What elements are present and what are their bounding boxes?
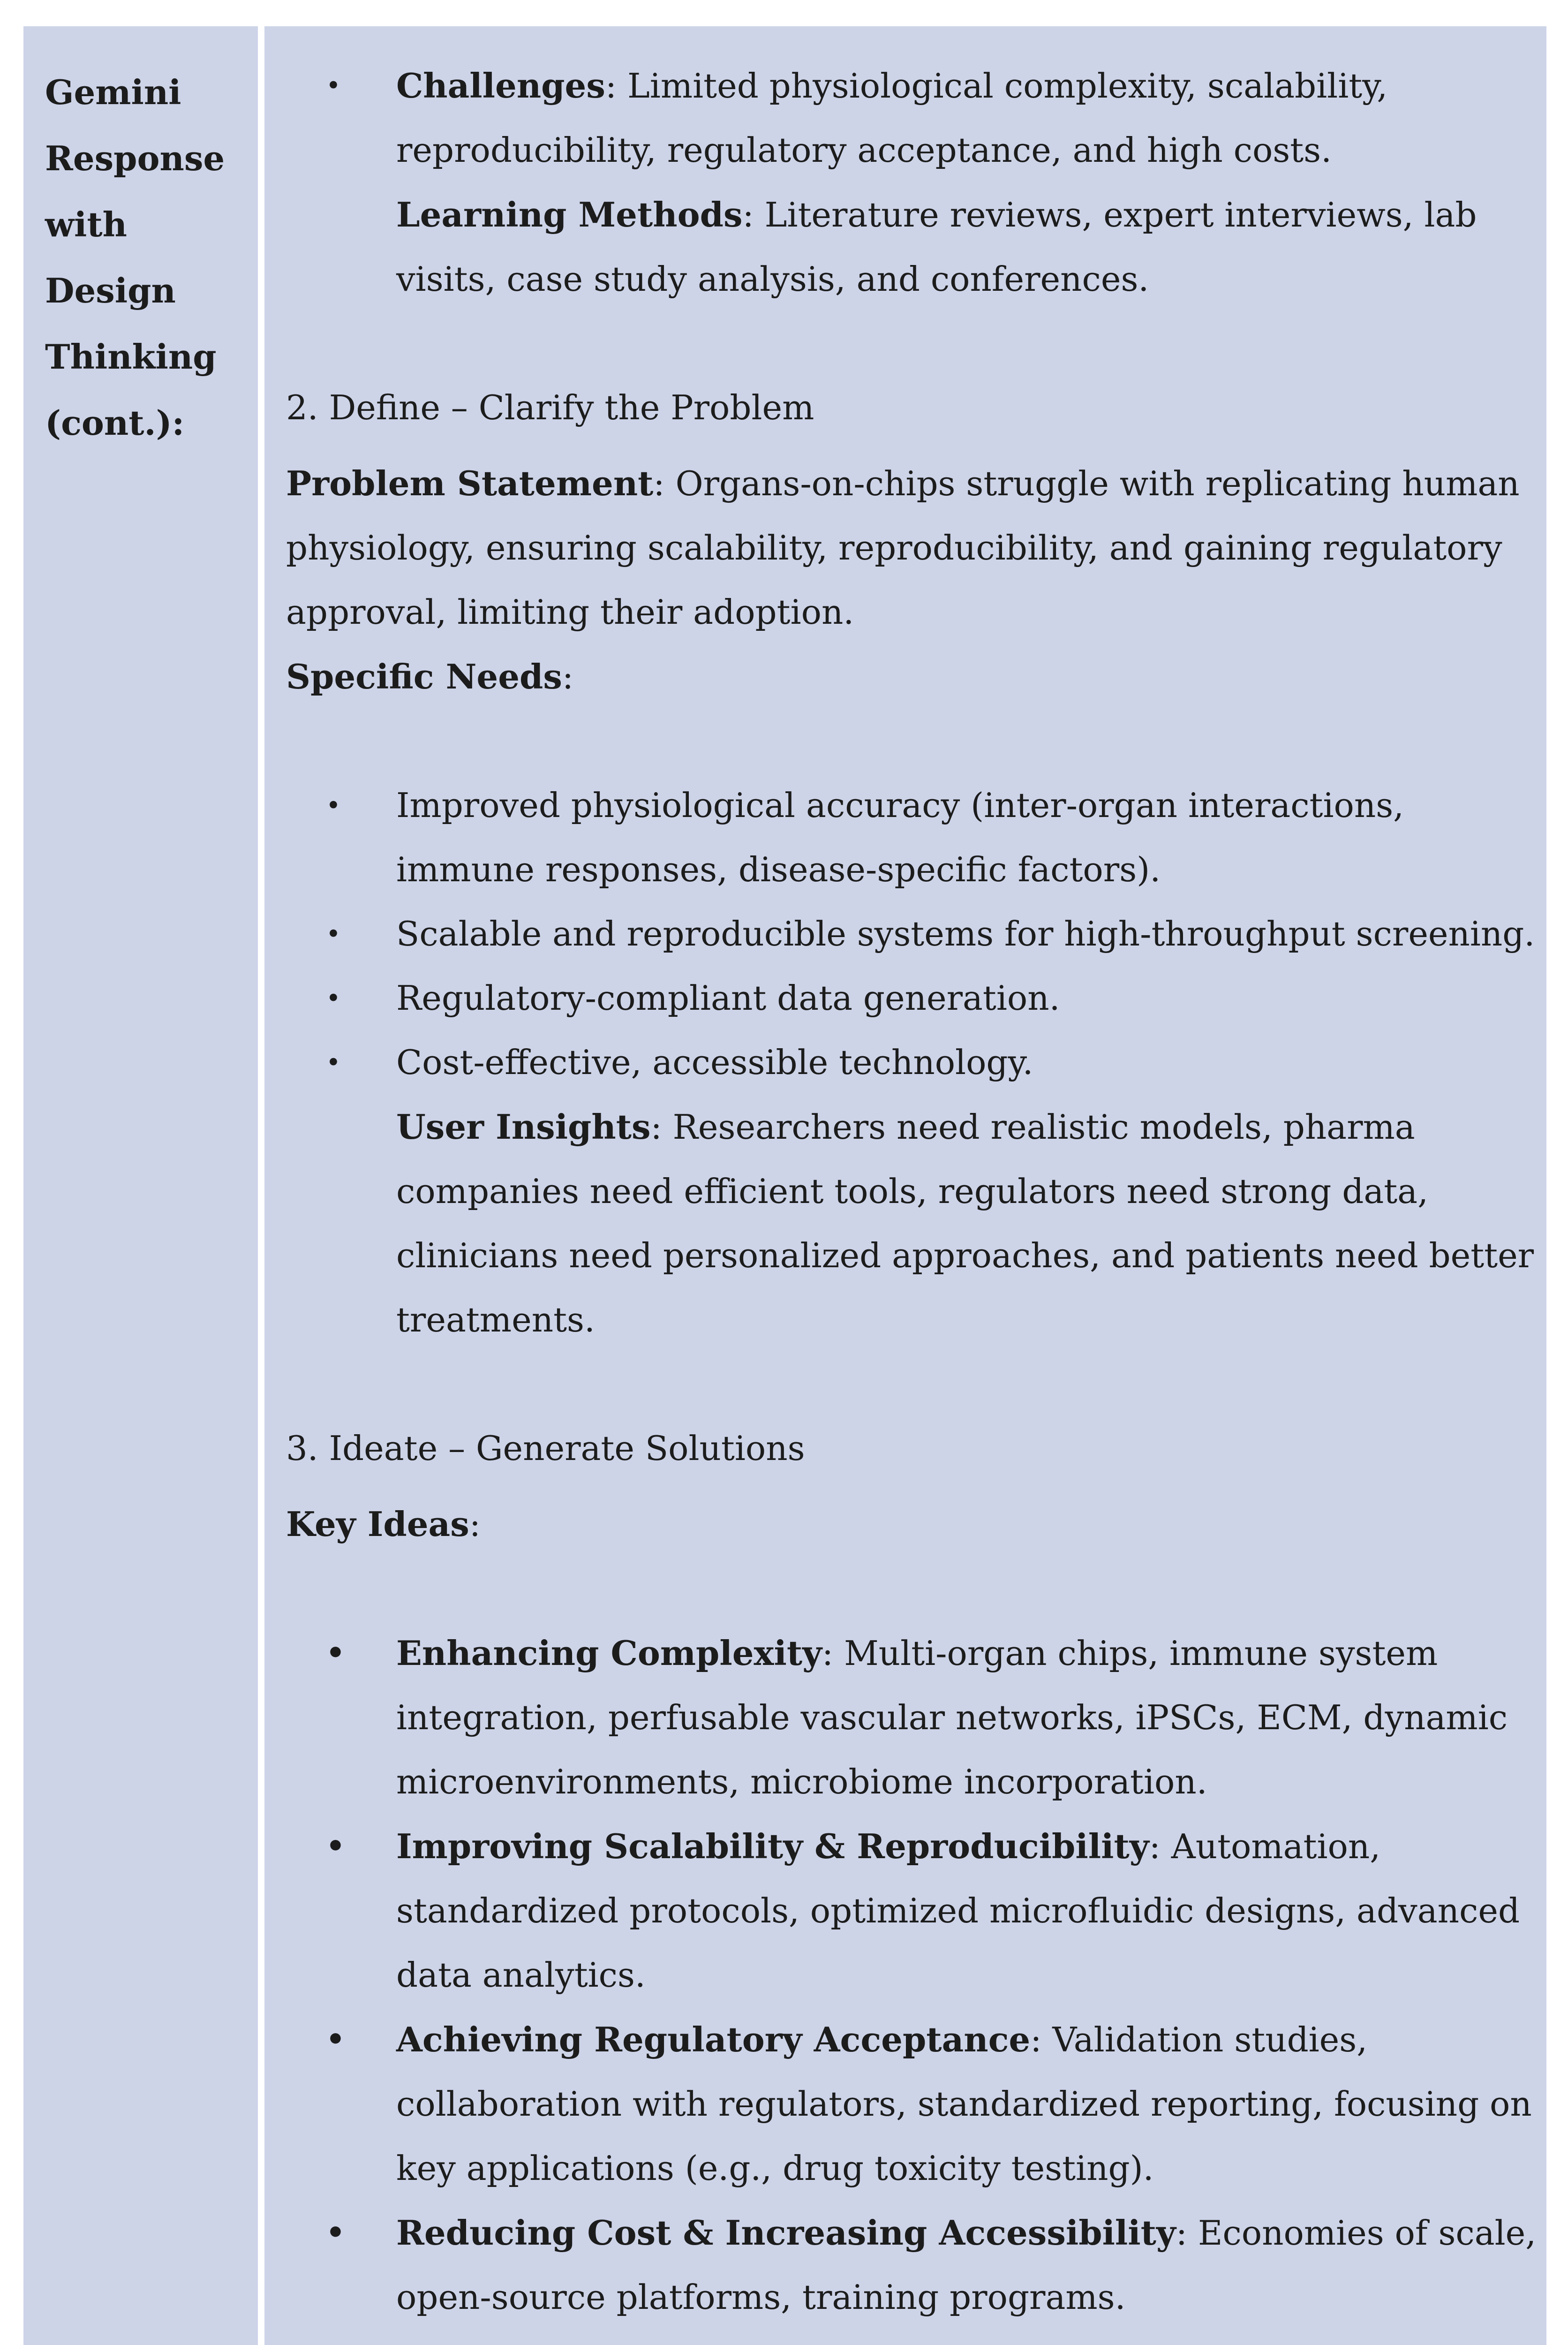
- idea-label: Achieving Regulatory Acceptance: [396, 2020, 1031, 2059]
- idea-label: Reducing Cost & Increasing Accessibility: [396, 2213, 1176, 2253]
- needs-list: [286, 773, 1543, 1095]
- row-label: [45, 59, 247, 456]
- list-item: [286, 2201, 1543, 2330]
- idea-label: Improving Scalability & Reproducibility: [396, 1826, 1149, 1866]
- bullet-icon: •: [326, 1635, 345, 1671]
- user-insights: [286, 1095, 1543, 1352]
- insights-label: User Insights: [396, 1107, 651, 1147]
- row-label-line: (cont.):: [45, 403, 185, 443]
- problem-label: Problem Statement: [286, 463, 654, 503]
- list-item: [286, 53, 1543, 182]
- bullet-icon: •: [326, 1048, 341, 1077]
- learning-text: : Literature reviews, expert interviews, lab visits, case study analysis, and conferences.: [396, 195, 1477, 299]
- key-ideas-heading: [286, 1492, 1543, 1557]
- need-text: Cost-effective, accessible technology.: [396, 1043, 1033, 1082]
- list-item: [286, 2007, 1543, 2201]
- need-text: Scalable and reproducible systems for high-throughput screening.: [396, 914, 1535, 953]
- problem-statement: [286, 451, 1543, 644]
- bullet-icon: •: [326, 1829, 345, 1864]
- need-text: Improved physiological accuracy (inter-organ interactions, immune responses, disease-specific factors).: [396, 786, 1404, 889]
- row-label-line: with: [45, 204, 127, 244]
- bullet-icon: •: [326, 2215, 345, 2250]
- bullet-icon: •: [326, 791, 341, 820]
- specific-needs-heading: [286, 644, 1543, 709]
- key-ideas-label: Key Ideas: [286, 1504, 469, 1544]
- challenges-label: Challenges: [396, 66, 605, 106]
- bullet-icon: •: [326, 919, 341, 949]
- list-item: [286, 1030, 1543, 1095]
- bullet-icon: •: [326, 2022, 345, 2057]
- row-label-line: Thinking: [45, 337, 217, 377]
- response-content: [286, 53, 1543, 2345]
- insights-text: : Researchers need realistic models, pharma companies need efficient tools, regulators need strong data, clinicians need personalized approaches, and patients need better treatments.: [396, 1107, 1534, 1339]
- needs-colon: :: [562, 657, 574, 696]
- idea-text: : Automation, standardized protocols, optimized microfluidic designs, advanced data analytics.: [396, 1827, 1520, 1995]
- define-heading: 2. Define – Clarify the Problem: [286, 388, 814, 427]
- key-ideas-colon: :: [469, 1505, 481, 1544]
- idea-label: Enhancing Complexity: [396, 1633, 822, 1673]
- column-divider: [258, 26, 264, 2345]
- bullet-icon: •: [326, 983, 341, 1013]
- empathize-list: [286, 53, 1543, 182]
- row-label-line: Gemini: [45, 72, 181, 112]
- list-item: [286, 1621, 1543, 1814]
- needs-label: Specific Needs: [286, 657, 562, 696]
- learning-label: Learning Methods: [396, 195, 743, 234]
- problem-text: : Organs-on-chips struggle with replicating human physiology, ensuring scalability, reproducibility, and gaining regulatory approval, limiting their adoption.: [286, 464, 1520, 632]
- row-label-line: Design: [45, 271, 176, 310]
- learning-methods: [286, 182, 1543, 311]
- idea-text: : Validation studies, collaboration with regulators, standardized reporting, focusing on key applications (e.g., drug toxicity testing).: [396, 2020, 1532, 2188]
- list-item: [286, 966, 1543, 1030]
- list-item: [286, 902, 1543, 966]
- need-text: Regulatory-compliant data generation.: [396, 978, 1060, 1018]
- list-item: [286, 773, 1543, 902]
- challenges-text: : Limited physiological complexity, scalability, reproducibility, regulatory acceptance, and high costs.: [396, 66, 1388, 170]
- idea-text: : Multi-organ chips, immune system integration, perfusable vascular networks, iPSCs, ECM, dynamic microenvironments, microbiome incorporation.: [396, 1634, 1508, 1801]
- row-label-line: Response: [45, 138, 225, 178]
- idea-text: : Economies of scale, open-source platforms, training programs.: [396, 2213, 1537, 2317]
- bullet-icon: •: [326, 71, 341, 100]
- ideas-list: [286, 1621, 1543, 2330]
- ideate-heading: 3. Ideate – Generate Solutions: [286, 1429, 805, 1468]
- list-item: [286, 1814, 1543, 2007]
- response-table: [21, 23, 1549, 2345]
